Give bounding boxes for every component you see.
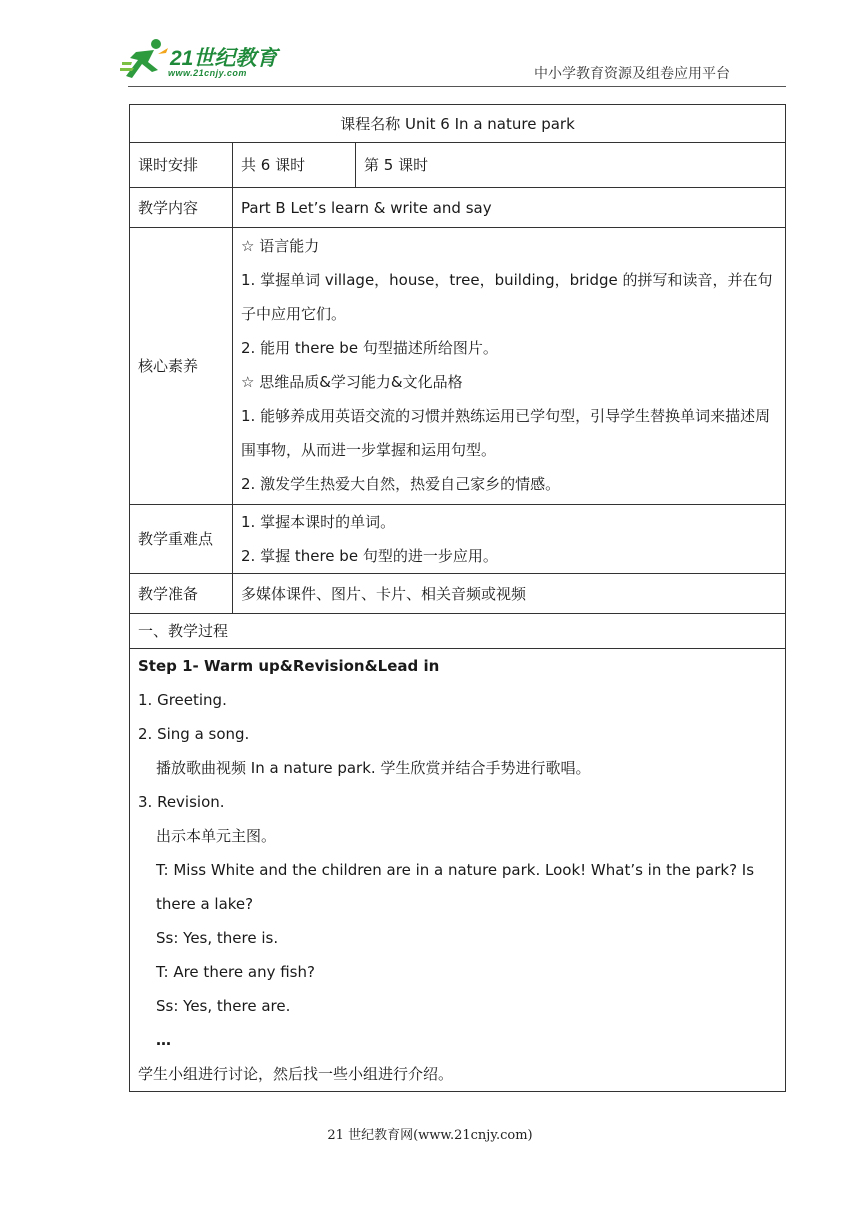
step-heading: Step 1- Warm up&Revision&Lead in xyxy=(138,657,440,675)
process-line: … xyxy=(156,1031,171,1049)
process-line: Ss: Yes, there is. xyxy=(156,929,279,947)
process-row xyxy=(130,649,786,1092)
total-hours: 共 6 课时 xyxy=(233,143,356,188)
process-line: T: Are there any fish? xyxy=(156,963,315,981)
prep-row xyxy=(130,574,786,614)
course-name: 课程名称 Unit 6 In a nature park xyxy=(130,105,786,143)
page-footer: 21 世纪教育网(www.21cnjy.com) xyxy=(327,1128,533,1143)
core-line: ☆ 语言能力 xyxy=(241,237,320,255)
process-title-row xyxy=(130,614,786,649)
course-row xyxy=(130,105,786,143)
prep-label: 教学准备 xyxy=(130,574,233,614)
process-line: Ss: Yes, there are. xyxy=(156,997,291,1015)
process-line: 学生小组进行讨论，然后找一些小组进行介绍。 xyxy=(138,1065,454,1083)
logo-text: 21世纪教育 xyxy=(170,47,278,70)
prep-value: 多媒体课件、图片、卡片、相关音频或视频 xyxy=(233,574,786,614)
core-content xyxy=(233,228,786,505)
current-hour: 第 5 课时 xyxy=(356,143,786,188)
schedule-row xyxy=(130,143,786,188)
core-line: 1. 掌握单词 village，house，tree，building，bridge 的拼写和读音，并在句子中应用它们。 xyxy=(241,271,773,323)
process-line: 出示本单元主图。 xyxy=(156,827,277,845)
process-line: 2. Sing a song. xyxy=(138,725,250,743)
logo xyxy=(118,38,288,84)
core-line: 2. 能用 there be 句型描述所给图片。 xyxy=(241,339,498,357)
key-row xyxy=(130,505,786,574)
key-line: 1. 掌握本课时的单词。 xyxy=(241,513,396,531)
page-header xyxy=(0,0,860,100)
process-title: 一、教学过程 xyxy=(130,614,786,649)
core-row xyxy=(130,228,786,505)
core-line: ☆ 思维品质&学习能力&文化品格 xyxy=(241,373,463,391)
content-row xyxy=(130,188,786,228)
platform-title: 中小学教育资源及组卷应用平台 xyxy=(534,66,730,82)
lesson-plan-table xyxy=(129,104,786,1092)
schedule-label: 课时安排 xyxy=(130,143,233,188)
content-label: 教学内容 xyxy=(130,188,233,228)
process-line: T: Miss White and the children are in a nature park. Look! What’s in the park? Is there a lake? xyxy=(156,861,755,913)
process-line: 1. Greeting. xyxy=(138,691,227,709)
key-line: 2. 掌握 there be 句型的进一步应用。 xyxy=(241,547,498,565)
logo-url: www.21cnjy.com xyxy=(168,68,247,78)
header-divider xyxy=(128,86,786,87)
core-line: 1. 能够养成用英语交流的习惯并熟练运用已学句型，引导学生替换单词来描述周围事物，从而进一步掌握和运用句型。 xyxy=(241,407,771,459)
content-value: Part B Let’s learn & write and say xyxy=(233,188,786,228)
process-content xyxy=(130,649,786,1092)
key-label: 教学重难点 xyxy=(130,505,233,574)
process-line: 3. Revision. xyxy=(138,793,225,811)
core-label: 核心素养 xyxy=(130,228,233,505)
key-content xyxy=(233,505,786,574)
core-line: 2. 激发学生热爱大自然，热爱自己家乡的情感。 xyxy=(241,475,561,493)
process-line: 播放歌曲视频 In a nature park. 学生欣赏并结合手势进行歌唱。 xyxy=(156,759,591,777)
runner-logo-icon xyxy=(118,38,170,82)
